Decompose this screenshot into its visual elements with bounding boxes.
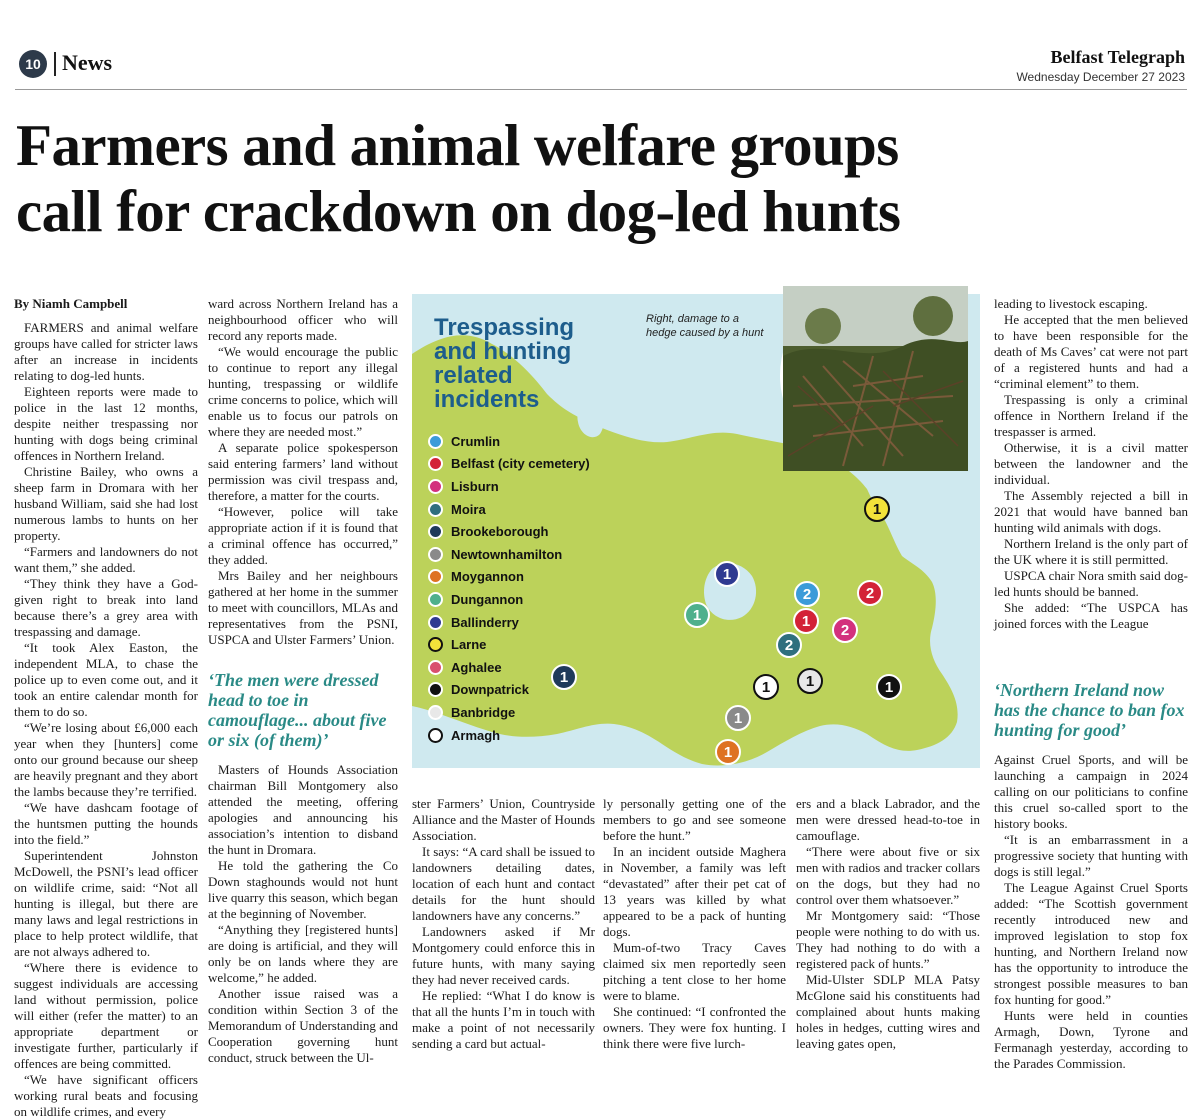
- article-paragraph: leading to livestock escaping.: [994, 296, 1148, 311]
- photo-caption: Right, damage to a hedge caused by a hunt: [646, 313, 764, 339]
- map-marker: 2: [857, 580, 883, 606]
- map-title-line: incidents: [434, 386, 540, 413]
- legend-label: Ballinderry: [451, 614, 519, 630]
- hedge-photo: [780, 283, 965, 468]
- legend-dot-icon: [428, 547, 443, 562]
- article-paragraph: Against Cruel Sports, and will be launching a campaign in 2024 calling on our politicians to confine this cruel so-called sport to the history books.: [994, 752, 1188, 831]
- page-header: [0, 0, 1200, 100]
- legend-item: [428, 453, 590, 476]
- legend-dot-icon: [428, 456, 443, 471]
- section-title: News: [62, 50, 113, 75]
- legend-label: Moira: [451, 501, 486, 517]
- article-paragraph: “There were about five or six men with radios and tracker collars on the dogs, but they had no control over them whatsoever.”: [796, 844, 980, 907]
- header-divider: [54, 52, 56, 76]
- article-paragraph: He told the gathering the Co Down staghounds would not hunt live quarry this season, which began at the beginning of November.: [208, 858, 398, 921]
- article-paragraph: In an incident outside Maghera in November, a family was left “devastated” after their pet cat of 13 years was killed by what appeared to be a pack of hunting dogs.: [603, 844, 786, 939]
- legend-dot-icon: [428, 728, 443, 743]
- legend-item: [428, 588, 590, 611]
- article-paragraph: Christine Bailey, who owns a sheep farm in Dromara with her husband William, said she had lost numerous lambs to hunts on her property.: [14, 464, 198, 543]
- article-paragraph: “It is an embarrassment in a progressive society that hunting with dogs is still legal.”: [994, 832, 1188, 879]
- article-paragraph: “Farmers and landowners do not want them,” she added.: [14, 544, 198, 575]
- legend-dot-icon: [428, 524, 443, 539]
- map-marker: 1: [864, 496, 890, 522]
- map-marker: 1: [797, 668, 823, 694]
- map-marker: 1: [753, 674, 779, 700]
- map-marker: 1: [714, 561, 740, 587]
- map-title: [434, 316, 574, 412]
- map-title-line: Trespassing: [434, 314, 575, 341]
- article-paragraph: “However, police will take appropriate action if it is found that a criminal offence has occurred,” they added.: [208, 504, 398, 567]
- map-marker: 2: [832, 617, 858, 643]
- header-rule: [15, 89, 1187, 90]
- article-paragraph: Mid-Ulster SDLP MLA Patsy McGlone said his constituents had complained about hunts making holes in hedges, cutting wires and leaving gates open,: [796, 972, 980, 1051]
- article-paragraph: The League Against Cruel Sports added: “The Scottish government recently introduced new and improved legislation to stop fox hunting, and Northern Ireland now has the opportunity to introduce the strongest possible measures to ban fox hunting for good.”: [994, 880, 1188, 1007]
- legend-item: [428, 566, 590, 589]
- headline: [16, 112, 1191, 244]
- legend-item: [428, 701, 590, 724]
- article-paragraph: “We’re losing about £6,000 each year when they [hunters] come onto our ground because our sheep are heavily pregnant and they abort the lambs because they’re terrified.: [14, 720, 198, 799]
- article-paragraph: Superintendent Johnston McDowell, the PSNI’s lead officer on wildlife crime, said: “Not all hunting is illegal, but there are many laws and legal restrictions in place to help protect wildlife, that are not always adhered to.: [14, 848, 198, 959]
- article-paragraph: She added: “The USPCA has joined forces with the League: [994, 600, 1188, 631]
- article-column-1: [14, 296, 198, 1120]
- legend-dot-icon: [428, 434, 443, 449]
- legend-label: Belfast (city cemetery): [451, 456, 590, 472]
- legend-label: Newtownhamilton: [451, 546, 563, 562]
- legend-label: Armagh: [451, 727, 501, 743]
- article-paragraph: ward across Northern Ireland has a neighbourhood officer who will record any reports made.: [208, 296, 398, 343]
- article-paragraph: ly personally getting one of the members to go and see someone before the hunt.”: [603, 796, 786, 843]
- article-paragraph: Otherwise, it is a civil matter between the landowner and the individual.: [994, 440, 1188, 487]
- legend-dot-icon: [428, 615, 443, 630]
- legend-label: Crumlin: [451, 433, 501, 449]
- article-paragraph: Hunts were held in counties Armagh, Down, Tyrone and Fermanagh yesterday, according to the Parades Commission.: [994, 1008, 1188, 1071]
- article-paragraph: Eighteen reports were made to police in the last 12 months, despite neither trespassing nor hunting with dogs being criminal offences in Northern Ireland.: [14, 384, 198, 463]
- article-paragraph: A separate police spokesperson said entering farmers’ land without permission was civil trespass and, therefore, a matter for the courts.: [208, 440, 398, 503]
- article-column-6: [994, 296, 1188, 632]
- article-paragraph: The Assembly rejected a bill in 2021 that would have banned ban hunting wild animals with dogs.: [994, 488, 1188, 535]
- legend-label: Aghalee: [451, 659, 502, 675]
- pull-quote-1: ‘The men were dressed head to toe in camouflage... about five or six (of them)’: [208, 670, 387, 750]
- legend-item: [428, 430, 590, 453]
- legend-dot-icon: [428, 682, 443, 697]
- article-paragraph: She continued: “I confronted the owners. They were fox hunting. I think there were five lurch-: [603, 1004, 786, 1051]
- legend-label: Moygannon: [451, 569, 524, 585]
- legend-item: [428, 543, 590, 566]
- legend-label: Dungannon: [451, 591, 524, 607]
- hedge-damage-image: [783, 286, 968, 471]
- legend-label: Banbridge: [451, 704, 516, 720]
- headline-line-2: call for crackdown on dog-led hunts: [16, 178, 901, 244]
- map-marker: 1: [551, 664, 577, 690]
- article-column-5: [796, 796, 980, 1052]
- article-paragraph: ster Farmers’ Union, Countryside Alliance and the Master of Hounds Association.: [412, 796, 595, 843]
- legend-dot-icon: [428, 705, 443, 720]
- article-paragraph: Masters of Hounds Association chairman Bill Montgomery also attended the meeting, offering apologies and announcing his association’s intention to disband the hunt in Dromara.: [208, 762, 398, 857]
- article-paragraph: He replied: “What I do know is that all the hunts I’m in touch with make a point of not necessarily sending a card but actual-: [412, 988, 595, 1051]
- map-marker: 2: [794, 581, 820, 607]
- legend-label: Larne: [451, 637, 487, 653]
- page-number: 10: [19, 50, 47, 78]
- article-paragraph: “Where there is evidence to suggest individuals are accessing land without permission, police will either (refer the matter) to an appropriate department or investigate further, particularly if offences are being committed.: [14, 960, 198, 1071]
- issue-date: Wednesday December 27 2023: [1016, 70, 1185, 84]
- legend-item: [428, 633, 590, 656]
- article-paragraph: It says: “A card shall be issued to landowners detailing dates, location of each hunt and contact details for the hunt should landowners have any concerns.”: [412, 844, 595, 923]
- article-paragraph: “It took Alex Easton, the independent MLA, to chase the police up to even come out, and it took an entire calendar month for them to do so.: [14, 640, 198, 719]
- article-paragraph: Northern Ireland is the only part of the UK where it is still permitted.: [994, 536, 1188, 567]
- map-legend: [428, 430, 590, 746]
- legend-dot-icon: [428, 637, 443, 652]
- article-paragraph: He accepted that the men believed to have been responsible for the death of Ms Caves’ cat were not part of a registered hunts and had a “criminal element” to them.: [994, 312, 1188, 391]
- article-paragraph: Another issue raised was a condition within Section 3 of the Memorandum of Understanding and Cooperation governing hunt conduct, struck between the Ul-: [208, 986, 398, 1065]
- legend-dot-icon: [428, 569, 443, 584]
- map-marker: 1: [684, 602, 710, 628]
- legend-label: Downpatrick: [451, 682, 530, 698]
- legend-item: [428, 475, 590, 498]
- legend-item: [428, 498, 590, 521]
- map-title-line: and hunting: [434, 338, 572, 365]
- headline-line-1: Farmers and animal welfare groups: [16, 112, 899, 178]
- legend-dot-icon: [428, 592, 443, 607]
- map-title-line: related: [434, 362, 513, 389]
- article-paragraph: FARMERS and animal welfare groups have called for stricter laws after an increase in incidents relating to dog-led hunts.: [14, 320, 198, 383]
- map-marker: 1: [725, 705, 751, 731]
- legend-item: [428, 611, 590, 634]
- legend-dot-icon: [428, 660, 443, 675]
- paper-name: Belfast Telegraph: [1050, 47, 1185, 67]
- pull-quote-2: ‘Northern Ireland now has the chance to ban fox hunting for good’: [994, 680, 1185, 740]
- article-paragraph: “They think they have a God-given right to break into land because there’s a grey area with trespassing and damage.: [14, 576, 198, 639]
- legend-label: Brookeborough: [451, 524, 549, 540]
- article-column-4: [603, 796, 786, 1052]
- article-paragraph: Mr Montgomery said: “Those people were nothing to do with us. They had nothing to do with a registered pack of hunts.”: [796, 908, 980, 971]
- article-paragraph: Mum-of-two Tracy Caves claimed six men reportedly seen pitching a tent close to her home were to blame.: [603, 940, 786, 1003]
- article-paragraph: USPCA chair Nora smith said dog-led hunts should be banned.: [994, 568, 1188, 599]
- legend-dot-icon: [428, 479, 443, 494]
- byline: By Niamh Campbell: [14, 296, 128, 311]
- article-column-6-lower: [994, 676, 1188, 1072]
- article-paragraph: Landowners asked if Mr Montgomery could enforce this in future hunts, with many saying they had never received cards.: [412, 924, 595, 987]
- article-paragraph: “We have significant officers working rural beats and focusing on wildlife crimes, and every: [14, 1072, 198, 1119]
- article-column-2: [208, 296, 398, 648]
- article-paragraph: “Anything they [registered hunts] are doing is artificial, and they will only be on lands where they are welcome,” he added.: [208, 922, 398, 985]
- article-paragraph: “We would encourage the public to continue to report any illegal hunting, trespassing or wildlife crime concerns to police, which will enable us to focus our patrols on where they are needed most.”: [208, 344, 398, 439]
- article-column-3: [412, 796, 595, 1052]
- article-paragraph: Trespassing is only a criminal offence in Northern Ireland if the trespasser is armed.: [994, 392, 1188, 439]
- legend-label: Lisburn: [451, 478, 499, 494]
- article-paragraph: “We have dashcam footage of the huntsmen putting the hounds into the field.”: [14, 800, 198, 847]
- map-marker: 1: [793, 608, 819, 634]
- legend-item: [428, 724, 590, 747]
- map-marker: 2: [776, 632, 802, 658]
- legend-item: [428, 520, 590, 543]
- article-paragraph: Mrs Bailey and her neighbours gathered at her home in the summer to meet with councillors, MLAs and representatives from the PSNI, USPCA and Ulster Farmers’ Union.: [208, 568, 398, 647]
- legend-dot-icon: [428, 502, 443, 517]
- article-paragraph: ers and a black Labrador, and the men were dressed head-to-toe in camouflage.: [796, 796, 980, 843]
- map-marker: 1: [876, 674, 902, 700]
- map-marker: 1: [715, 739, 741, 765]
- article-column-2-lower: [208, 666, 398, 1066]
